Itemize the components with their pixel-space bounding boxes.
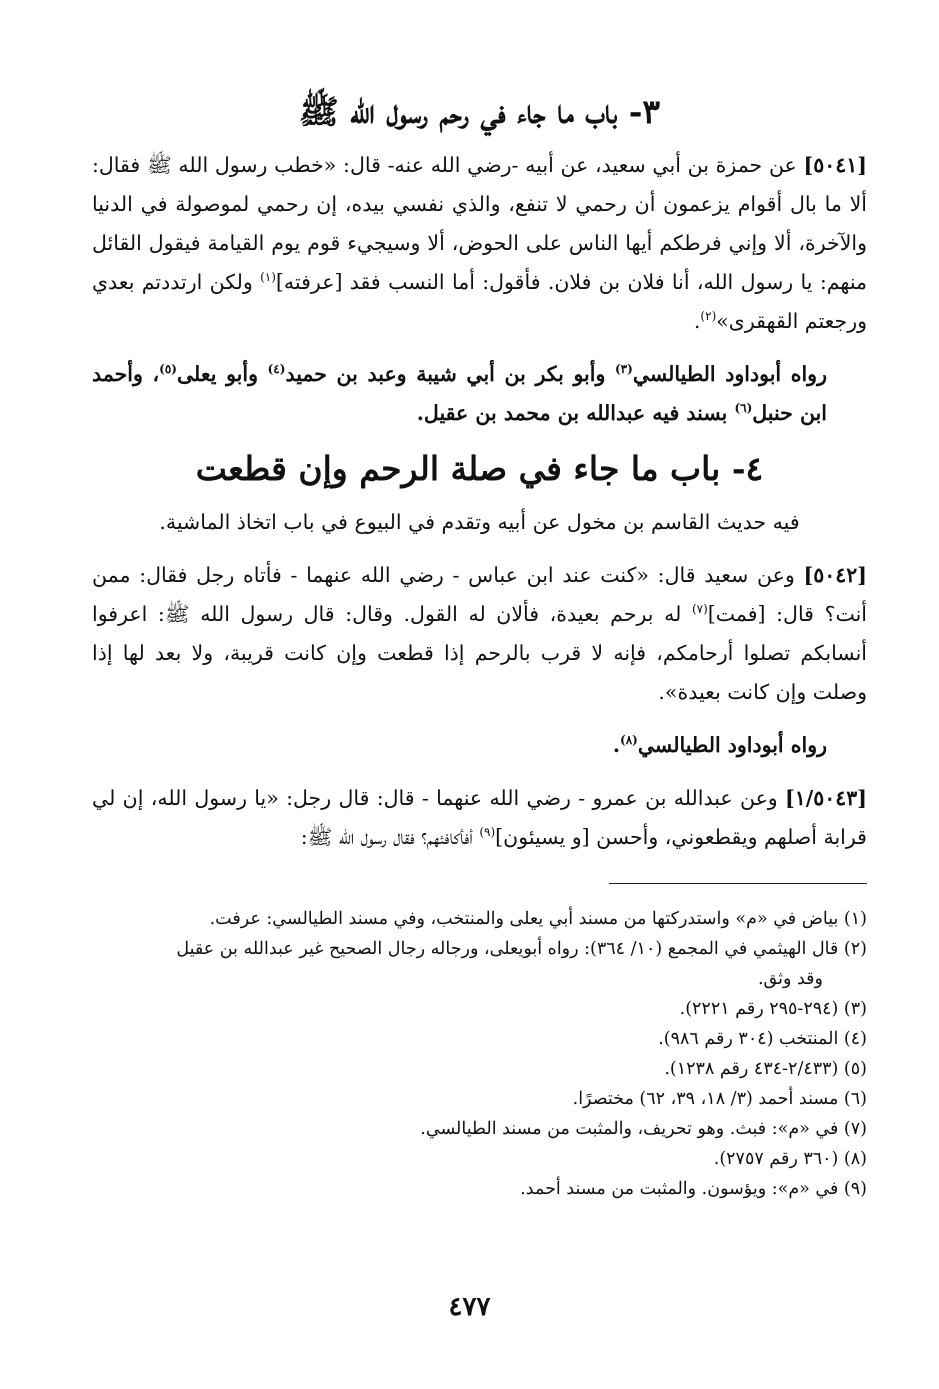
footnote-ref[interactable]: (٦) <box>734 401 753 416</box>
footnote-ref[interactable]: (٤) <box>267 362 286 377</box>
hadith-text: وعن عبدالله بن عمرو - رضي الله عنهما - قال: قال رجل: «يا رسول الله، إن لي قرابة أصلهم ويقطعوني، وأحسن [و يسيئون] <box>92 786 867 849</box>
footnote-item: (٥) (٢/٤٣٣-٤٣٤ رقم ١٢٣٨). <box>664 1059 867 1079</box>
footnote-item: وقد وثق. <box>757 969 823 989</box>
hadith-5043 <box>92 779 867 857</box>
takhrij-text: ، وأحمد ابن حنبل <box>92 362 827 425</box>
hadith-5041 <box>92 146 867 341</box>
hadith-text: أفأكافئهم؟ فقال رسول الله ﷺ: <box>300 825 480 849</box>
footnote-item: (٢) قال الهيثمي في المجمع (١٠/ ٣٦٤): رواه أبويعلى، ورجاله رجال الصحيح غير عبدالله بن عقيل <box>176 939 867 959</box>
hadith-text: عن حمزة بن أبي سعيد، عن أبيه -رضي الله عنه- قال: «خطب رسول الله ﷺ فقال: ألا ما بال أقوام يزعمون أن رحمي لا تنفع، والذي نفسي بيده، إن رحمي لموصولة في الدنيا والآخرة، ألا وإني فرطكم أيها الناس على الحوض، ألا وسيجيء قوم يوم القيامة فيقول القائل منهم: يا رسول الله، أنا فلان بن فلان. فأقول: أما النسب فقد [عرفته] <box>92 153 868 294</box>
hadith-text: وعن سعيد قال: «كنت عند ابن عباس - رضي الله عنهما - فأتاه رجل فقال: ممن أنت؟ قال: [فمت] <box>92 563 867 626</box>
footnote-ref[interactable]: (٧) <box>691 602 708 617</box>
footnote-item: (٧) في «م»: فبث. وهو تحريف، والمثبت من مسند الطيالسي. <box>420 1119 867 1139</box>
hadith-number: [٥٠٤١] <box>803 153 867 177</box>
chapter-heading: ٤- باب ما جاء في صلة الرحم وإن قطعت <box>195 449 764 488</box>
takhrij-5041 <box>92 355 867 433</box>
takhrij-5042 <box>92 726 867 765</box>
takhrij-text: بسند فيه عبدالله بن محمد بن عقيل. <box>416 401 735 425</box>
hadith-number: [١/٥٠٤٣] <box>785 786 867 810</box>
hadith-text: له برحم بعيدة، فألان له القول. وقال: قال رسول الله ﷺ: اعرفوا أنسابكم تصلوا أرحامكم، فإنه لا قرب بالرحم إذا قطعت وإن كانت قريبة، ولا بعد لها إذا وصلت وإن كانت بعيدة». <box>92 602 867 704</box>
footnotes <box>92 904 867 1204</box>
footnote-ref[interactable]: (٥) <box>159 362 177 377</box>
hadith-text: . <box>693 309 701 333</box>
footnote-item: (٤) المنتخب (٣٠٤ رقم ٩٨٦). <box>658 1029 867 1049</box>
takhrij-text: وأبو بكر بن أبي شيبة وعبد بن حميد <box>285 362 615 386</box>
takhrij-text: رواه أبوداود الطيالسي <box>632 362 827 386</box>
takhrij-text: رواه أبوداود الطيالسي <box>637 733 827 757</box>
footnote-ref[interactable]: (٩) <box>479 825 496 840</box>
book-page <box>92 80 867 1204</box>
takhrij-text: . <box>612 733 620 757</box>
footnote-item: (١) بياض في «م» واستدركتها من مسند أبي يعلى والمنتخب، وفي مسند الطيالسي: عرفت. <box>209 909 867 929</box>
footnote-ref[interactable]: (٣) <box>614 362 633 377</box>
footnote-item: (٦) مسند أحمد (٣/ ١٨، ٣٩، ٦٢) مختصرًا. <box>572 1089 867 1109</box>
footnote-item: (٩) في «م»: ويؤسون. والمثبت من مسند أحمد. <box>520 1179 867 1199</box>
takhrij-text: وأبو يعلى <box>176 362 268 386</box>
hadith-number: [٥٠٤٢] <box>803 563 867 587</box>
footnote-item: (٨) (٣٦٠ رقم ٢٧٥٧). <box>713 1149 867 1169</box>
footnote-ref[interactable]: (١) <box>260 270 276 285</box>
footnote-item: (٣) (٢٩٤-٢٩٥ رقم ٢٢٢١). <box>679 999 867 1019</box>
intro-note: فيه حديث القاسم بن مخول عن أبيه وتقدم في البيوع في باب اتخاذ الماشية. <box>159 510 800 534</box>
hadith-5042 <box>92 556 867 712</box>
chapter-heading: ٣- باب ما جاء في رحم رسول الله ﷺ <box>298 92 661 131</box>
footnote-divider <box>609 883 867 884</box>
footnote-ref[interactable]: (٢) <box>700 309 717 324</box>
page-number: ٤٧٧ <box>448 1292 491 1322</box>
footnote-ref[interactable]: (٨) <box>620 733 638 748</box>
hadith-text: ولكن ارتددتم بعدي ورجعتم القهقرى» <box>92 270 867 333</box>
